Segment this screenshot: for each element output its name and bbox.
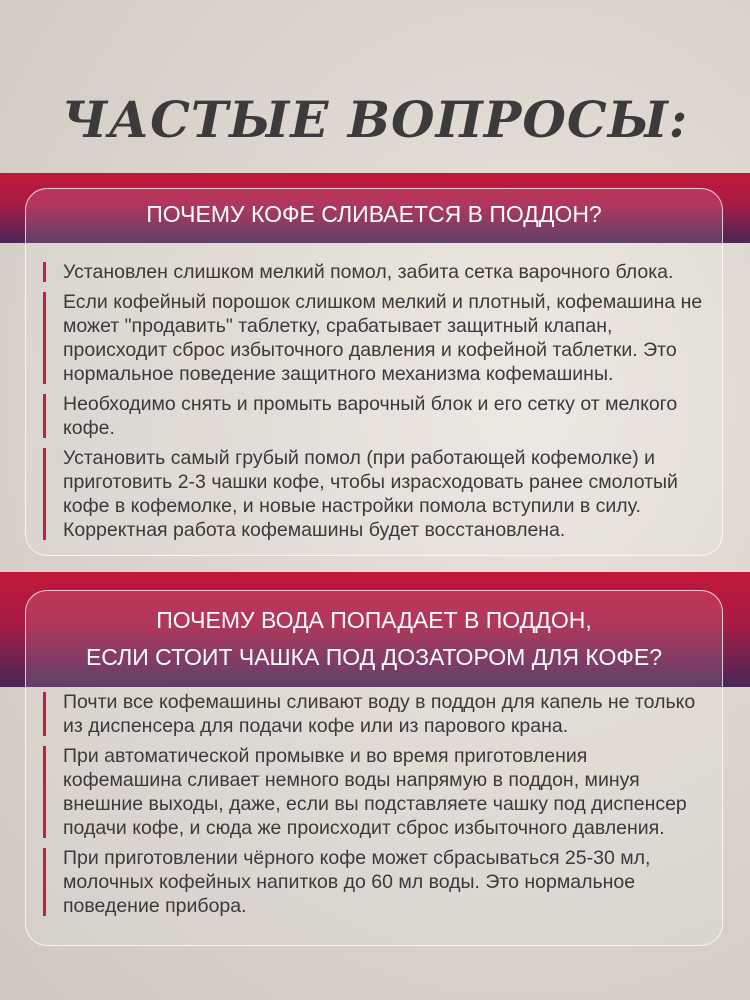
accent-bar	[43, 394, 46, 438]
accent-bar	[43, 448, 46, 540]
accent-bar	[43, 692, 46, 736]
faq-answers-1	[43, 260, 708, 548]
faq-question-2-line1: ПОЧЕМУ ВОДА ПОПАДАЕТ В ПОДДОН,	[156, 607, 592, 633]
faq-answer: При приготовлении чёрного кофе может сбрасываться 25-30 мл, молочных кофейных напитков до 60 мл воды. Это нормальное поведение прибора.	[43, 846, 708, 918]
faq-card-1	[25, 188, 723, 556]
faq-question-2-line2: ЕСЛИ СТОИТ ЧАШКА ПОД ДОЗАТОРОМ ДЛЯ КОФЕ?	[85, 644, 663, 670]
faq-question-1: ПОЧЕМУ КОФЕ СЛИВАЕТСЯ В ПОДДОН?	[146, 201, 602, 227]
faq-card-2	[25, 590, 723, 946]
faq-answer: Необходимо снять и промыть варочный блок и его сетку от мелкого кофе.	[43, 392, 708, 440]
faq-answer: Установить самый грубый помол (при работающей кофемолке) и приготовить 2-3 чашки кофе, чтобы израсходовать ранее смолотый кофе в кофемолке, и новые настройки помола вступили в силу. Корректная работа кофемашины будет восстановлена.	[43, 446, 708, 542]
accent-bar	[43, 262, 46, 282]
faq-answer: Установлен слишком мелкий помол, забита сетка варочного блока.	[43, 260, 708, 284]
accent-bar	[43, 746, 46, 838]
accent-bar	[43, 292, 46, 384]
page-title: ЧАСТЫЕ ВОПРОСЫ:	[61, 90, 689, 149]
faq-answers-2	[43, 690, 708, 924]
accent-bar	[43, 848, 46, 916]
faq-answer: Если кофейный порошок слишком мелкий и плотный, кофемашина не может "продавить" таблетку, срабатывает защитный клапан, происходит сброс избыточного давления и кофейной таблетки. Это нормальное поведение защитного механизма кофемашины.	[43, 290, 708, 386]
faq-answer: При автоматической промывке и во время приготовления кофемашина сливает немного воды напрямую в поддон, минуя внешние выходы, даже, если вы подставляете чашку под диспенсер подачи кофе, и сюда же происходит сброс избыточного давления.	[43, 744, 708, 840]
faq-question-2	[26, 602, 722, 676]
faq-answer: Почти все кофемашины сливают воду в поддон для капель не только из диспенсера для подачи кофе или из парового крана.	[43, 690, 708, 738]
